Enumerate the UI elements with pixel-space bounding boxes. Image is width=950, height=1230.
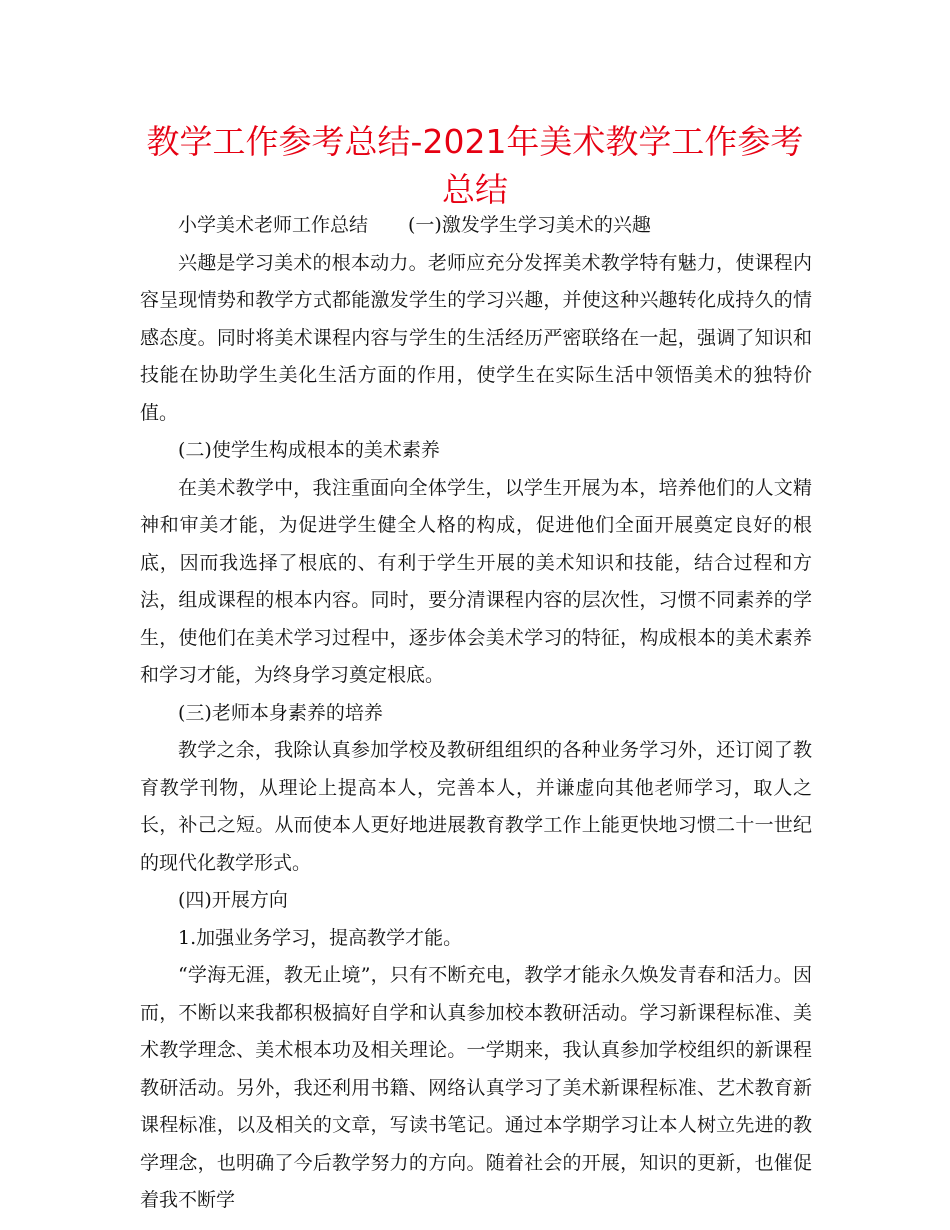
opening-heading: 小学美术老师工作总结 [178, 214, 369, 236]
list-item: 1.加强业务学习，提高教学才能。 [178, 926, 463, 949]
paragraph: “学海无涯，教无止境”，只有不断充电，教学才能永久焕发青春和活力。因而，不断以来我都积极搞好自学和认真参加校本教研活动。学习新课程标准、美术教学理念、美术根本功及相关理论。一学期来，我认真参加学校组织的新课程教研活动。另外，我还利用书籍、网络认真学习了美术新课程标准、艺术教育新课程标准，以及相关的文章，写读书笔记。通过本学期学习让本人树立先进的教学理念，也明确了今后教学努力的方向。随着社会的开展，知识的更新，也催促着我不断学 [140, 964, 812, 1211]
opening-line [140, 207, 812, 245]
document-title: 教学工作参考总结-2021年美术教学工作参考总结 [146, 122, 804, 209]
paragraph: 兴趣是学习美术的根本动力。老师应充分发挥美术教学特有魅力，使课程内容呈现情势和教学方式都能激发学生的学习兴趣，并使这种兴趣转化成持久的情感态度。同时将美术课程内容与学生的生活经历严密联络在一起，强调了知识和技能在协助学生美化生活方面的作用，使学生在实际生活中领悟美术的独特价值。 [140, 251, 812, 424]
document-body [140, 207, 812, 1220]
section-heading-4: (四)开展方向 [178, 889, 288, 911]
section-heading-1: (一)激发学生学习美术的兴趣 [408, 214, 651, 236]
paragraph: 在美术教学中，我注重面向全体学生，以学生开展为本，培养他们的人文精神和审美才能，为促进学生健全人格的构成，促进他们全面开展奠定良好的根底，因而我选择了根底的、有利于学生开展的美术知识和技能，结合过程和方法，组成课程的根本内容。同时，要分清课程内容的层次性，习惯不同素养的学生，使他们在美术学习过程中，逐步体会美术学习的特征，构成根本的美术素养和学习才能，为终身学习奠定根底。 [140, 476, 812, 686]
section-heading-3: (三)老师本身素养的培养 [178, 701, 383, 724]
section-heading-2: (二)使学生构成根本的美术素养 [178, 439, 440, 461]
paragraph: 教学之余，我除认真参加学校及教研组组织的各种业务学习外，还订阅了教育教学刊物，从理论上提高本人，完善本人，并谦虚向其他老师学习，取人之长，补己之短。从而使本人更好地进展教育教学工作上能更快地习惯二十一世纪的现代化教学形式。 [140, 739, 812, 874]
